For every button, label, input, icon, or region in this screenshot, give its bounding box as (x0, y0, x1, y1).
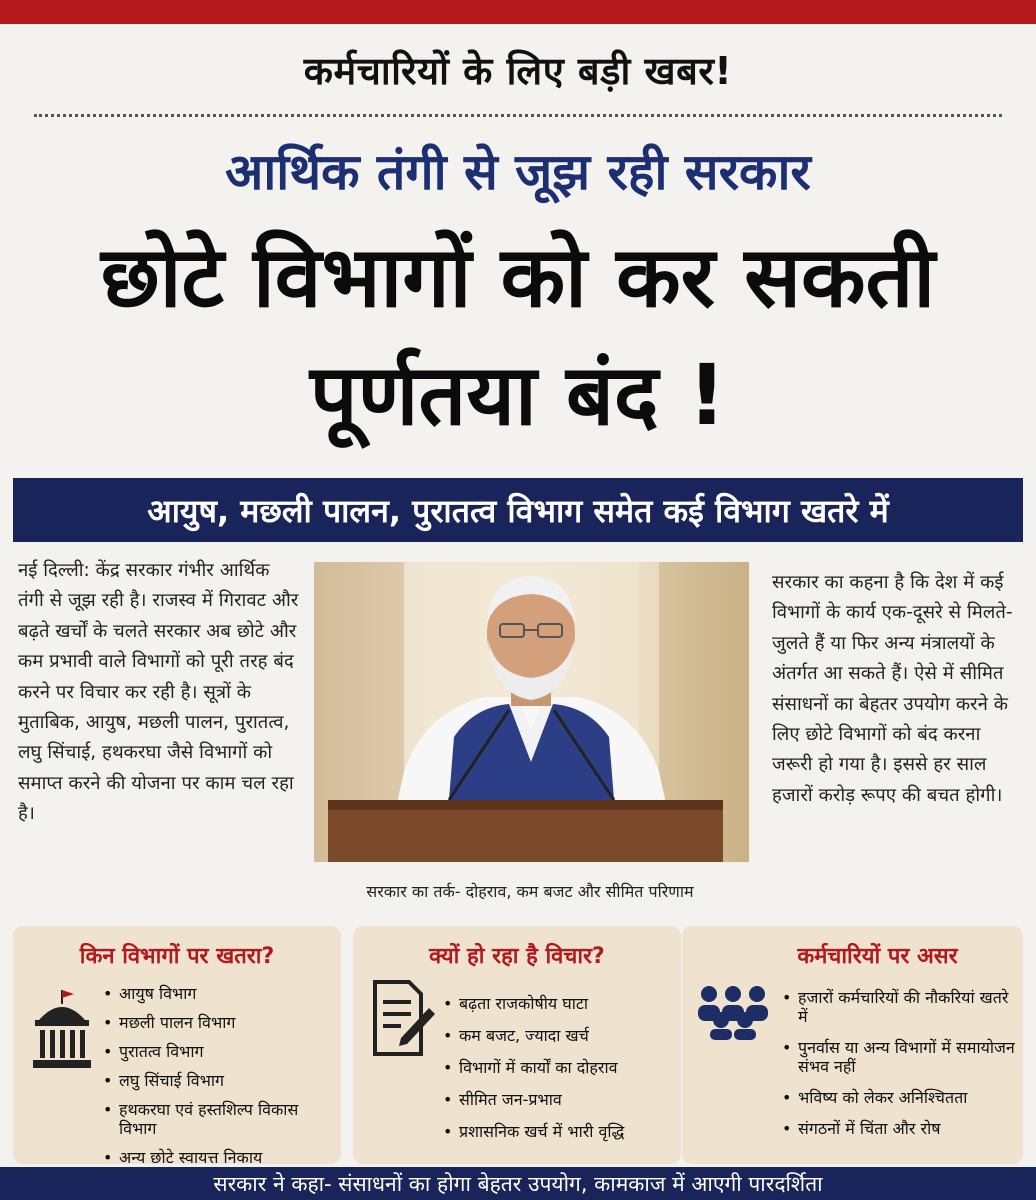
headline-line-1: छोटे विभागों को कर सकती (100, 228, 936, 326)
list-item: • लघु सिंचाई विभाग (103, 1071, 335, 1090)
main-headline (0, 218, 1036, 454)
reasons-list (443, 994, 675, 1154)
list-item: • हजारों कर्मचारियों की नौकरियां खतरे में (782, 988, 1016, 1026)
speaker-photo (314, 562, 749, 862)
section-banner: आयुष, मछली पालन, पुरातत्व विभाग समेत कई विभाग खतरे में (13, 478, 1023, 542)
list-item: • मछली पालन विभाग (103, 1013, 335, 1032)
list-item: • विभागों में कार्यों का दोहराव (443, 1058, 675, 1077)
departments-card-title: किन विभागों पर खतरा? (79, 944, 275, 969)
list-item: • प्रशासनिक खर्च में भारी वृद्धि (443, 1122, 675, 1141)
reasons-card (353, 926, 681, 1164)
list-item: • बढ़ता राजकोषीय घाटा (443, 994, 675, 1013)
subheadline: आर्थिक तंगी से जूझ रही सरकार (225, 143, 811, 201)
list-item: • आयुष विभाग (103, 984, 335, 1003)
left-article-text: नई दिल्ली: केंद्र सरकार गंभीर आर्थिक तंगी से जूझ रही है। राजस्व में गिरावट और बढ़ते खर्चों के चलते सरकार अब छोटे और कम प्रभावी वाले विभागों को पूरी तरह बंद करने पर विचार कर रही है। सूत्रों के मुताबिक, आयुष, मछली पालन, पुरातत्व, लघु सिंचाई, हथकरघा जैसे विभागों को समाप्त करने की योजना पर काम चल रहा है। (18, 560, 299, 825)
dotted-divider (34, 114, 1002, 117)
list-item: • अन्य छोटे स्वायत्त निकाय (103, 1148, 335, 1167)
headline-line-2: पूर्णतया बंद ! (309, 346, 727, 444)
speaker-photo-illustration (314, 562, 749, 862)
top-accent-bar (0, 0, 1036, 24)
list-item: • भविष्य को लेकर अनिश्चितता (782, 1088, 1016, 1107)
list-item: • संगठनों में चिंता और रोष (782, 1119, 1016, 1138)
right-article-text: सरकार का कहना है कि देश में कई विभागों के कार्य एक-दूसरे से मिलते-जुलते हैं या फिर अन्य मंत्रालयों के अंतर्गत आ सकते हैं। ऐसे में सीमित संसाधनों का बेहतर उपयोग करने के लिए छोटे विभागों को बंद करना जरूरी हो गया है। इससे हर साल हजारों करोड़ रूपए की बचत होगी। (772, 572, 1013, 806)
employees-impact-card (682, 926, 1023, 1164)
reasons-card-title: क्यों हो रहा है विचार? (429, 944, 605, 969)
departments-list (103, 984, 335, 1177)
list-item: • सीमित जन-प्रभाव (443, 1090, 675, 1109)
footer-banner: सरकार ने कहा- संसाधनों का होगा बेहतर उपयोग, कामकाज में आएगी पारदर्शिता (0, 1167, 1036, 1200)
list-item: • पुरातत्व विभाग (103, 1042, 335, 1061)
departments-at-risk-card (13, 926, 341, 1167)
employees-impact-list (782, 988, 1016, 1150)
kicker-heading: कर्मचारियों के लिए बड़ी खबर! (303, 49, 733, 93)
list-item: • हथकरघा एवं हस्तशिल्प विकास विभाग (103, 1100, 335, 1138)
list-item: • कम बजट, ज्यादा खर्च (443, 1026, 675, 1045)
government-building-icon (31, 988, 93, 1070)
document-pen-icon (371, 978, 437, 1058)
people-group-icon (694, 984, 772, 1040)
employees-card-title: कर्मचारियों पर असर (797, 944, 958, 969)
list-item: • पुनर्वास या अन्य विभागों में समायोजन संभव नहीं (782, 1038, 1016, 1076)
photo-caption: सरकार का तर्क- दोहराव, कम बजट और सीमित परिणाम (366, 882, 694, 901)
